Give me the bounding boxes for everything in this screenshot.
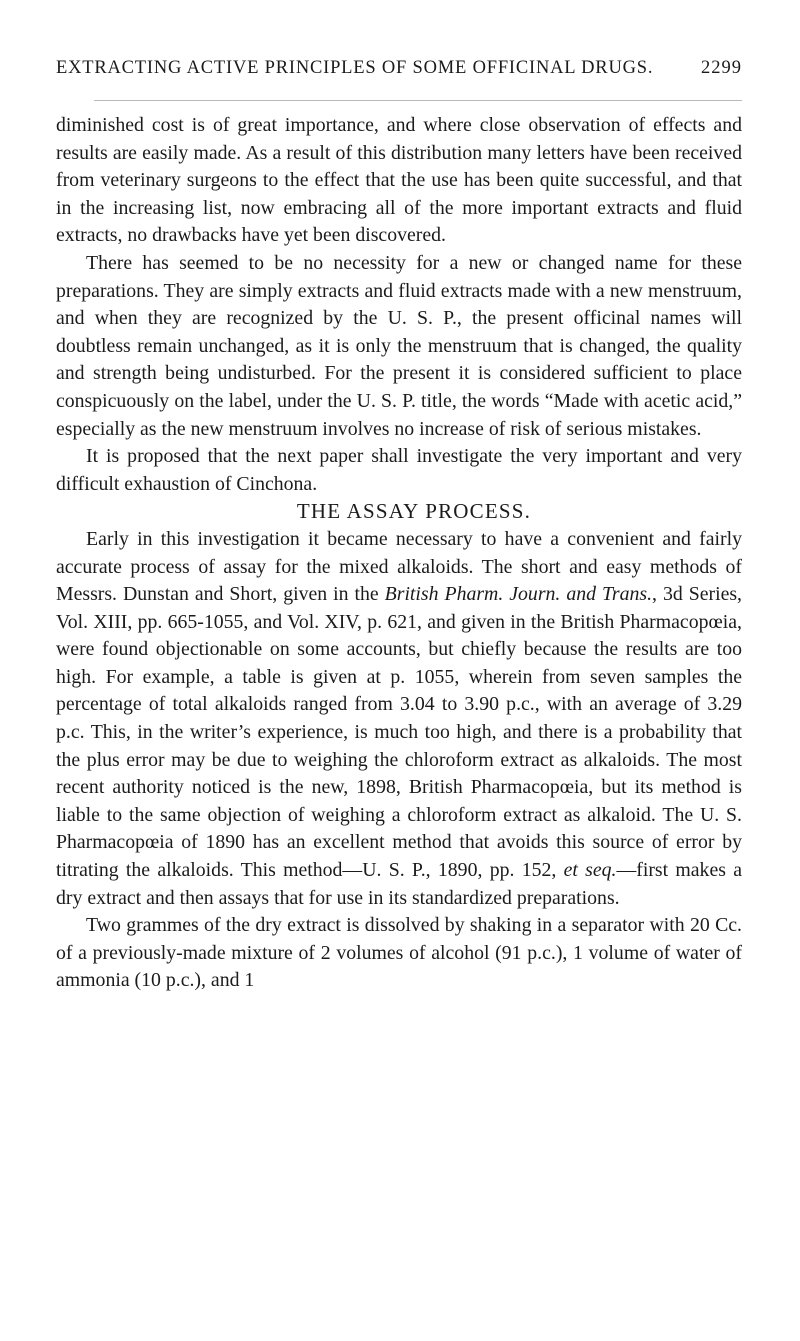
- paragraph-continued: diminished cost is of great importance, and where close observation of effects and results are easily made. As a result of this distribution many letters have been received from veterinary surgeons to the effect that the use has been quite successful, and that in the increasing list, now embracing all of the more important extracts and fluid extracts, no drawbacks have yet been discovered.: [56, 114, 742, 247]
- running-head-title: EXTRACTING ACTIVE PRINCIPLES OF SOME OFFICINAL DRUGS.: [56, 58, 654, 78]
- paragraph-next-paper: It is proposed that the next paper shall investigate the very important and very difficult exhaustion of Cinchona.: [56, 445, 742, 495]
- running-head: [56, 58, 742, 86]
- assay-text-part-3: —first makes a dry extract and then assays that for use in its standardized preparations.: [56, 859, 742, 909]
- journal-title: British Pharm. Journ. and Trans.: [384, 583, 653, 606]
- page-number: 2299: [701, 58, 742, 78]
- et-seq: et seq.: [563, 859, 617, 882]
- assay-text-part-1: Early in this investigation it became necessary to have a convenient and fairly accurate process of assay for the mixed alkaloids. The short and easy methods of Messrs. Dunstan and Short, given in the: [56, 527, 742, 606]
- assay-text-part-2: , 3d Series, Vol. XIII, pp. 665-1055, and Vol. XIV, p. 621, and given in the British Pharmacopœia, were found objectionable on some accounts, but chiefly because the results are too high. For example, a table is given at p. 1055, wherein from seven samples the percentage of total alkaloids ranged from 3.04 to 3.90 p.c., with an average of 3.29 p.c. This, in the writer’s experience, is much too high, and there is a probability that the plus error may be due to weighing the chloroform extract as alkaloids. The most recent authority noticed is the new, 1898, British Pharmacopœia, but its method is liable to the same objection of weighing a chloroform extract as alkaloid. The U. S. Pharmacopœia of 1890 has an excellent method that avoids this source of error by titrating the alkaloids. This method—U. S. P., 1890, pp. 152,: [56, 583, 743, 882]
- header-rule: [94, 100, 742, 101]
- paragraph-assay-intro: [56, 526, 742, 912]
- paragraph-name-of-preparations: There has seemed to be no necessity for a new or changed name for these preparations. They are simply extracts and fluid extracts made with a new menstruum, and when they are recognized by the U. S. P., the present officinal names will doubtless remain unchanged, as it is only the menstruum that is changed, the quality and strength being undisturbed. For the present it is considered sufficient to place conspicuously on the label, under the U. S. P. title, the words “Made with acetic acid,” especially as the new menstruum involves no increase of risk of serious mistakes.: [56, 251, 742, 440]
- section-heading: THE ASSAY PROCESS.: [296, 499, 532, 524]
- paragraph-procedure: Two grammes of the dry extract is dissolved by shaking in a separator with 20 Cc. of a previously-made mixture of 2 volumes of alcohol (91 p.c.), 1 volume of water of ammonia (10 p.c.), and 1: [56, 914, 742, 992]
- body-text: [56, 112, 742, 995]
